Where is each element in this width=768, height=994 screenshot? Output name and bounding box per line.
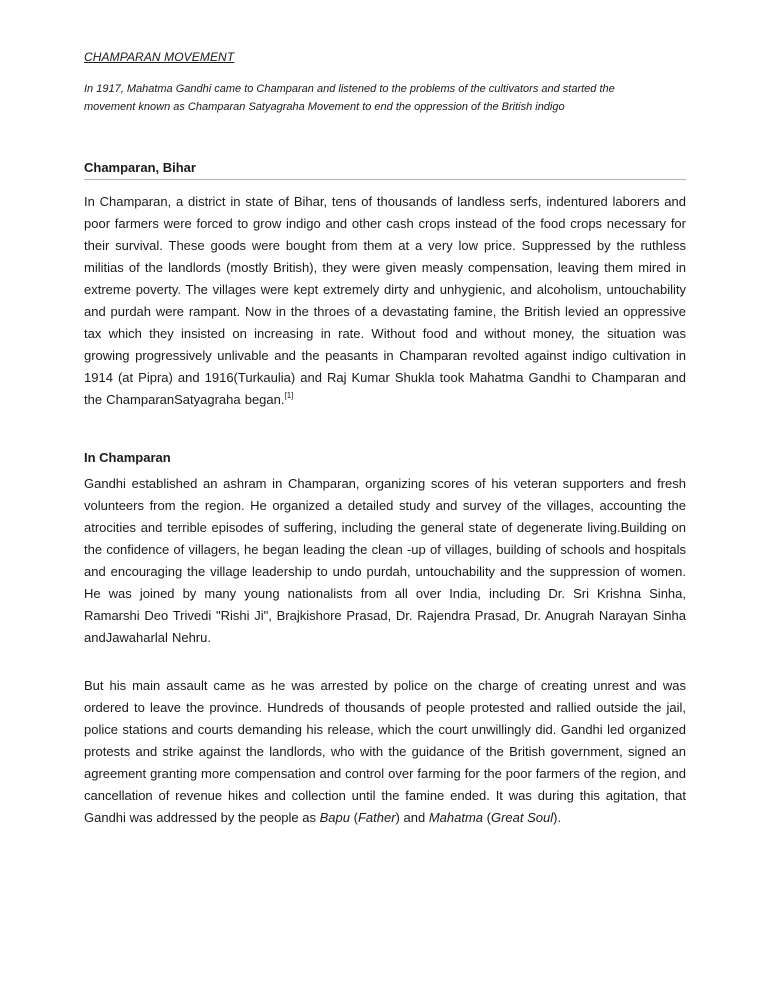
bapu-term: Bapu (319, 810, 350, 825)
section2-paragraph-1: Gandhi established an ashram in Champaran, organizing scores of his veteran supporters and fresh volunteers from the region. He organized a detailed study and survey of the villages, accounting the atrocities and terrible episodes of suffering, including the general state of degenerate living.Building on the confidence of villagers, he began leading the clean -up of villages, building of schools and hospitals and encouraging the village leadership to undo purdah, untouchability and the suppression of women. He was joined by many young nationalists from all over India, including Dr. Sri Krishna Sinha, Ramarshi Deo Trivedi "Rishi Ji", Brajkishore Prasad, Dr. Rajendra Prasad, Dr. Anugrah Narayan Sinha andJawaharlal Nehru. (84, 476, 686, 645)
great-soul-term: Great Soul (490, 810, 554, 825)
mahatma-term: Mahatma (428, 810, 484, 825)
document-title: CHAMPARAN MOVEMENT (84, 50, 235, 64)
footnote-ref[interactable]: [1] (284, 391, 294, 400)
section-heading-champaran-bihar: Champaran, Bihar (84, 160, 196, 175)
closing-punctuation: ). (553, 810, 562, 825)
section-heading-in-champaran: In Champaran (84, 450, 171, 465)
heading-divider (84, 179, 686, 180)
section2-paragraph-2: But his main assault came as he was arrested by police on the charge of creating unrest and was ordered to leave the province. Hundreds of thousands of people protested and rallied outside the jail, police stations and courts demanding his release, which the court unwillingly did. Gandhi led organized protests and strike against the landlords, who with the guidance of the British government, signed an agreement granting more compensation and control over farming for the poor farmers of the region, and cancellation of revenue hikes and collection until the famine ended. It was during this agitation, that Gandhi was addressed by the people as Bapu (Father) and Mahatma (Great Soul). (84, 678, 686, 825)
intro-paragraph: In 1917, Mahatma Gandhi came to Champaran and listened to the problems of the cultivators and started the movement known as Champaran Satyagraha Movement to end the oppression of the British indigo (84, 83, 615, 113)
section2-paragraph-2-text: But his main assault came as he was arrested by police on the charge of creating unrest and was ordered to leave the province. Hundreds of thousands of people protested and rallied outside the jail, police stations and courts demanding his release, which the court unwillingly did. Gandhi led organized protests and strike against the landlords, who with the guidance of the British government, signed an agreement granting more compensation and control over farming for the poor farmers of the region, and cancellation of revenue hikes and collection until the famine ended. It was during this agitation, that Gandhi was addressed by the people as (84, 678, 686, 825)
section1-paragraph (84, 191, 686, 411)
section1-paragraph-text: In Champaran, a district in state of Bihar, tens of thousands of landless serfs, indentured laborers and poor farmers were forced to grow indigo and other cash crops instead of the food crops necessary for their survival. These goods were bought from them at a very low price. Suppressed by the ruthless militias of the landlords (mostly British), they were given measly compensation, leaving them mired in extreme poverty. The villages were kept extremely dirty and unhygienic, and alcoholism, untouchability and purdah were rampant. Now in the throes of a devastating famine, the British levied an oppressive tax which they insisted on increasing in rate. Without food and without money, the situation was growing progressively unlivable and the peasants in Champaran revolted against indigo cultivation in 1914 (at Pipra) and 1916(Turkaulia) and Raj Kumar Shukla took Mahatma Gandhi to Champaran and the ChamparanSatyagraha began. (84, 194, 686, 407)
father-term: Father (357, 810, 396, 825)
and-word: and (403, 810, 426, 825)
